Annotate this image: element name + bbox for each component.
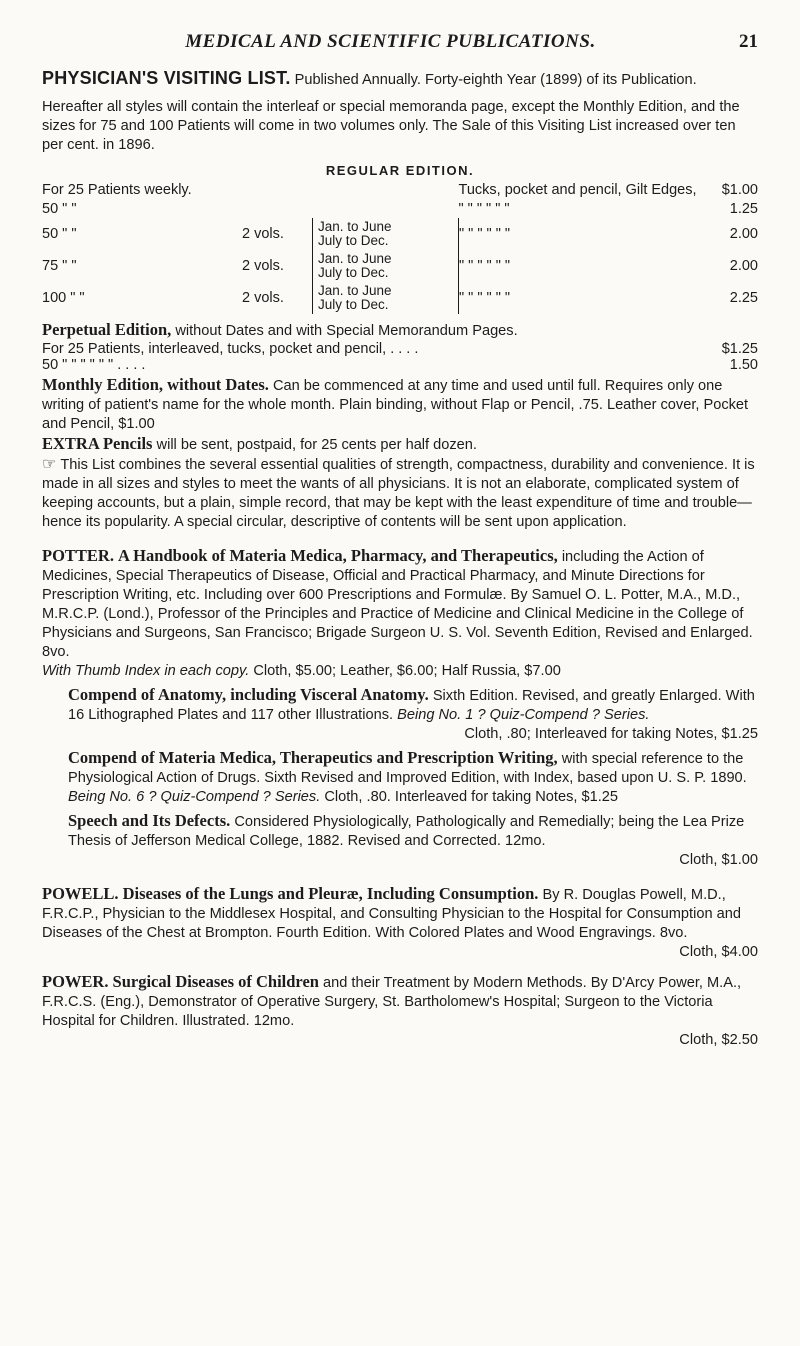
- regular-row-patients: For 25 Patients weekly.: [42, 181, 192, 198]
- regular-row-price: 2.25: [729, 290, 758, 306]
- regular-row-patients: 50 " ": [42, 200, 77, 217]
- compend-anatomy: [42, 685, 758, 744]
- visiting-list-heading: [42, 68, 758, 90]
- monthly-description: Can be commenced at any time and used until full. Requires only one writing of patient's name for the whole month. Plain binding, without Flap or Pencil, .75. Leather cover, Pocket and Pencil, $1.00: [42, 378, 749, 432]
- compend-materia-medica: [42, 748, 758, 807]
- regular-edition-table: [42, 180, 758, 314]
- perpetual-edition-row: [42, 357, 758, 373]
- regular-edition-row: [42, 199, 758, 218]
- compend-anatomy-title: Compend of Anatomy, including Visceral Anatomy.: [68, 685, 429, 704]
- regular-row-vols: 2 vols.: [242, 290, 284, 306]
- regular-row-style: " " " " " ": [459, 226, 511, 242]
- compend-anatomy-text: [68, 685, 758, 725]
- visiting-list-subtitle: Published Annually. Forty-eighth Year (1899) of its Publication.: [294, 72, 697, 88]
- regular-row-dates: [313, 218, 459, 250]
- regular-row-style: " " " " " ": [458, 200, 510, 217]
- date-range-second-half: July to Dec.: [318, 265, 389, 280]
- potter-title: A Handbook of Materia Medica, Pharmacy, and Therapeutics,: [118, 546, 558, 565]
- regular-row-style: " " " " " ": [459, 258, 511, 274]
- note-text: This List combines the several essential qualities of strength, compactness, durability and convenience. It is made in all sizes and styles to meet the wants of all physicians. It is not an elaborate, complicated system of keeping accounts, but a plain, simple record, that may be kept with the least expenditure of time and trouble—hence its popularity. A special circular, descriptive of contents will be sent upon application.: [42, 457, 755, 530]
- regular-row-price: $1.00: [721, 181, 758, 198]
- perpetual-title: Perpetual Edition,: [42, 320, 172, 339]
- perpetual-row-text: For 25 Patients, interleaved, tucks, pocket and pencil, . . . .: [42, 341, 419, 357]
- potter-handbook: [42, 546, 758, 662]
- pointing-hand-icon: ☞: [42, 456, 57, 473]
- date-range-second-half: July to Dec.: [318, 233, 389, 248]
- speech-body: Considered Physiologically, Pathologically and Remedially; being the Lea Prize Thesis of Jefferson Medical College, 1882. Revised and Corrected. 12mo.: [68, 814, 745, 849]
- compend-materia-price: Cloth, .80. Interleaved for taking Notes, $1.25: [324, 789, 619, 805]
- perpetual-row-price: $1.25: [721, 341, 758, 357]
- speech-title: Speech and Its Defects.: [68, 811, 231, 830]
- power-author: POWER.: [42, 972, 109, 991]
- monthly-title: Monthly Edition, without Dates.: [42, 375, 269, 394]
- monthly-edition: [42, 375, 758, 434]
- visiting-list-intro: Hereafter all styles will contain the interleaf or special memoranda page, except the Monthly Edition, and the sizes for 75 and 100 Patients will come in two volumes only. The Sale of this Visiting List increased over ten per cent. in 1896.: [42, 99, 740, 153]
- perpetual-row-text: 50 " " " " " " . . . .: [42, 357, 146, 373]
- compend-materia-body: with special reference to the Physiological Action of Drugs. Sixth Revised and Improved Edition, with Index, based upon U. S. P. 1890.: [68, 751, 747, 786]
- potter-entry: [42, 546, 758, 870]
- potter-body: including the Action of Medicines, Special Therapeutics of Disease, Official and Practical Pharmacy, and Minute Directions for Prescription Writing, etc. Including over 600 Prescriptions and Formulæ. By Samuel O. L. Potter, M.A., M.D., M.R.C.P. (Lond.), Professor of the Principles and Practice of Medicine and Clinical Medicine in the College of Physicians and Surgeons, San Francisco; Brigade Surgeon U. S. Vol. Seventh Edition, Revised and Enlarged. 8vo.: [42, 549, 753, 660]
- extra-pencils-description: will be sent, postpaid, for 25 cents per half dozen.: [156, 437, 477, 453]
- powell-title: Diseases of the Lungs and Pleuræ, Including Consumption.: [122, 884, 539, 903]
- potter-prices: Cloth, $5.00; Leather, $6.00; Half Russia, $7.00: [253, 663, 561, 679]
- compend-anatomy-body: Sixth Edition. Revised, and greatly Enlarged. With 16 Lithographed Plates and 117 other Illustrations.: [68, 688, 755, 723]
- regular-edition-row: [42, 282, 758, 314]
- regular-row-vols: 2 vols.: [242, 226, 284, 242]
- regular-row-dates: [313, 282, 459, 314]
- regular-row-patients: 75 " ": [42, 258, 77, 274]
- regular-row-style: " " " " " ": [459, 290, 511, 306]
- regular-edition-row: [42, 218, 758, 250]
- visiting-list-note: [42, 455, 758, 532]
- compend-materia-text: [68, 748, 758, 807]
- regular-row-price: 1.25: [729, 200, 758, 217]
- perpetual-row-price: 1.50: [729, 357, 758, 373]
- visiting-list-section: [42, 68, 758, 532]
- powell-entry: [42, 884, 758, 962]
- speech-text: [68, 811, 758, 851]
- perpetual-description: without Dates and with Special Memorandum Pages.: [175, 323, 518, 339]
- compend-anatomy-price: Cloth, .80; Interleaved for taking Notes, $1.25: [464, 726, 758, 742]
- powell-body: By R. Douglas Powell, M.D., F.R.C.P., Physician to the Middlesex Hospital, and Consulting Physician to the Hospital for Consumption and Diseases of the Chest at Brompton. Fourth Edition. With Colored Plates and Wood Engravings. 8vo.: [42, 887, 741, 941]
- potter-thumb-index: With Thumb Index in each copy.: [42, 663, 250, 679]
- powell-text: [42, 884, 758, 943]
- regular-row-vols: 2 vols.: [242, 258, 284, 274]
- regular-row-dates: [313, 250, 459, 282]
- regular-edition-heading: REGULAR EDITION.: [325, 163, 475, 178]
- extra-pencils-title: EXTRA Pencils: [42, 434, 153, 453]
- power-text: [42, 972, 758, 1031]
- regular-row-patients: 100 " ": [42, 290, 85, 306]
- perpetual-edition: [42, 320, 758, 341]
- power-price: Cloth, $2.50: [679, 1032, 758, 1048]
- regular-row-vols: [242, 180, 313, 199]
- power-entry: [42, 972, 758, 1050]
- powell-author: POWELL.: [42, 884, 119, 903]
- regular-row-dates: [313, 180, 459, 199]
- visiting-list-title: PHYSICIAN'S VISITING LIST.: [42, 68, 291, 88]
- page-number: 21: [739, 31, 758, 52]
- speech-defects: [42, 811, 758, 870]
- perpetual-edition-table: [42, 341, 758, 373]
- powell-price: Cloth, $4.00: [679, 944, 758, 960]
- date-range-second-half: July to Dec.: [318, 297, 389, 312]
- regular-edition-row: [42, 250, 758, 282]
- power-body: and their Treatment by Modern Methods. By D'Arcy Power, M.A., F.R.C.S. (Eng.), Demonstrator of Operative Surgery, St. Bartholomew's Hospital; Surgeon to the Victoria Hospital for Children. Illustrated. 12mo.: [42, 975, 742, 1029]
- date-range-first-half: Jan. to June: [318, 251, 392, 266]
- page: [0, 22, 800, 1346]
- regular-row-price: 2.00: [729, 258, 758, 274]
- regular-row-dates: [313, 199, 459, 218]
- regular-row-style: Tucks, pocket and pencil, Gilt Edges,: [458, 181, 697, 198]
- compend-anatomy-series: Being No. 1 ? Quiz-Compend ? Series.: [397, 707, 650, 723]
- extra-pencils: [42, 434, 758, 455]
- regular-row-price: 2.00: [729, 226, 758, 242]
- compend-materia-series: Being No. 6 ? Quiz-Compend ? Series.: [68, 789, 321, 805]
- power-title: Surgical Diseases of Children: [112, 972, 319, 991]
- running-head: [42, 22, 758, 62]
- perpetual-edition-row: [42, 341, 758, 357]
- speech-price: Cloth, $1.00: [679, 852, 758, 868]
- compend-materia-title: Compend of Materia Medica, Therapeutics and Prescription Writing,: [68, 748, 558, 767]
- date-range-first-half: Jan. to June: [318, 283, 392, 298]
- regular-row-patients: 50 " ": [42, 226, 77, 242]
- potter-author: POTTER.: [42, 546, 114, 565]
- potter-prices-line: [42, 662, 758, 681]
- date-range-first-half: Jan. to June: [318, 219, 392, 234]
- regular-row-vols: [242, 199, 313, 218]
- regular-edition-row: [42, 180, 758, 199]
- running-title: MEDICAL AND SCIENTIFIC PUBLICATIONS.: [185, 31, 596, 52]
